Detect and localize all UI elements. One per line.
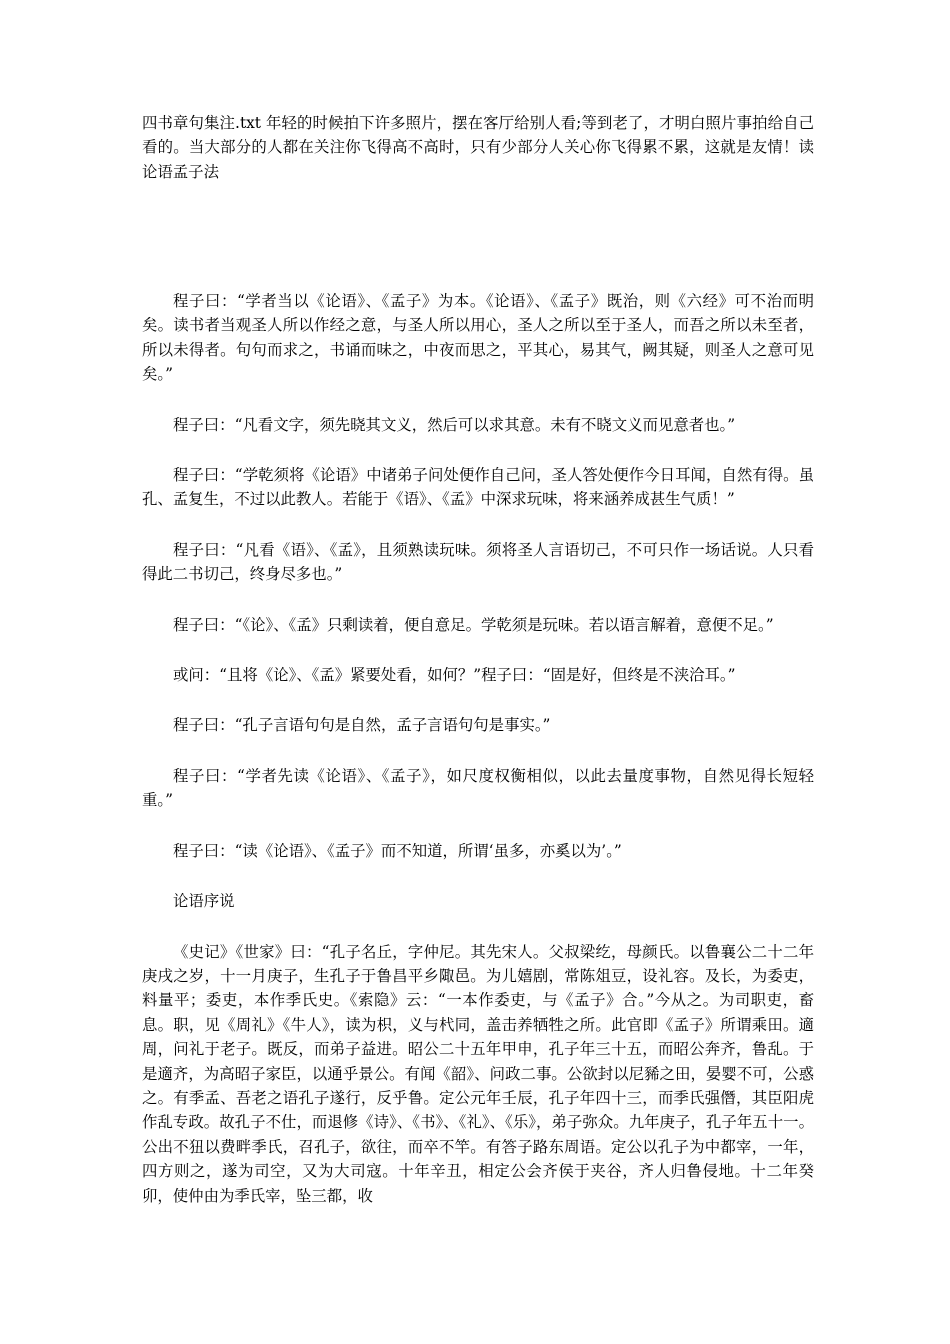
paragraph-cheng-1: 程子曰：“学者当以《论语》、《孟子》为本。《论语》、《孟子》既治，则《六经》可不治而明矣。读书者当观圣人所以作经之意，与圣人所以用心，圣人之所以至于圣人，而吾之所以未至者，所以未得者。句句而求之，书诵而味之，中夜而思之，平其心，易其气，阙其疑，则圣人之意可见矣。” xyxy=(142,292,814,384)
document-header-text: 四书章句集注.txt 年轻的时候拍下许多照片，摆在客厅给别人看;等到老了，才明白照片事拍给自己看的。当大部分的人都在关注你飞得高不高时，只有少部分人关心你飞得累不累，这就是友情！读论语孟子法 xyxy=(142,114,814,181)
paragraph-cheng-4: 程子曰：“凡看《语》、《孟》，且须熟读玩味。须将圣人言语切己，不可只作一场话说。人只看得此二书切己，终身尽多也。” xyxy=(142,540,814,584)
paragraph-cheng-8: 程子曰：“读《论语》、《孟子》而不知道，所谓‘虽多，亦奚以为’。” xyxy=(173,841,622,860)
paragraph-shiji: 《史记》《世家》曰：“孔子名丘，字仲尼。其先宋人。父叔梁纥，母颜氏。以鲁襄公二十二年庚戌之岁，十一月庚子，生孔子于鲁昌平乡陬邑。为儿嬉剧，常陈俎豆，设礼容。及长，为委吏，料量平；委吏，本作季氏史。《索隐》云：“一本作委吏，与《孟子》合。”今从之。为司职吏，畜息。职，见《周礼》《牛人》，读为枳，义与杙同，盖击养牺牲之所。此官即《孟子》所谓乘田。適周，问礼于老子。既反，而弟子益进。昭公二十五年甲申，孔子年三十五，而昭公奔齐，鲁乱。于是適齐，为高昭子家臣，以通乎景公。有闻《韶》、问政二事。公欲封以尼豨之田，晏婴不可，公惑之。有季孟、吾老之语孔子遂行，反乎鲁。定公元年壬辰，孔子年四十三，而季氏强僭，其臣阳虎作乱专政。故孔子不仕，而退修《诗》、《书》、《礼》、《乐》，弟子弥众。九年庚子，孔子年五十一。公出不狃以费畔季氏，召孔子，欲往，而卒不竿。有答子路东周语。定公以孔子为中都宰，一年，四方则之，遂为司空，又为大司寇。十年辛丑，相定公会齐侯于夹谷，齐人归鲁侵地。十二年癸卯，使仲由为季氏宰，坠三都，收 xyxy=(142,942,814,1205)
paragraph-cheng-2: 程子曰：“凡看文字，须先晓其文义，然后可以求其意。未有不晓文义而见意者也。” xyxy=(173,415,736,434)
paragraph-cheng-3: 程子曰：“学乾须将《论语》中诸弟子问处便作自己问，圣人答处便作今日耳闻，自然有得。虽孔、孟复生，不过以此教人。若能于《语》、《孟》中深求玩味，将来涵养成甚生气质！” xyxy=(142,466,814,509)
paragraph-cheng-6: 程子曰：“孔子言语句句是自然，孟子言语句句是事实。” xyxy=(173,716,551,735)
paragraph-cheng-7: 程子曰：“学者先读《论语》、《孟子》，如尺度权衡相似，以此去量度事物，自然见得长短轻重。” xyxy=(142,766,814,810)
paragraph-question: 或问：“且将《论》、《孟》紧要处看，如何？”程子曰：“固是好，但终是不浃洽耳。” xyxy=(173,666,736,685)
paragraph-cheng-5: 程子曰：“《论》、《孟》只剩读着，便自意足。学乾须是玩味。若以语言解着，意便不足。” xyxy=(173,615,774,634)
section-heading-preface: 论语序说 xyxy=(173,892,235,911)
document-body xyxy=(142,289,814,1234)
